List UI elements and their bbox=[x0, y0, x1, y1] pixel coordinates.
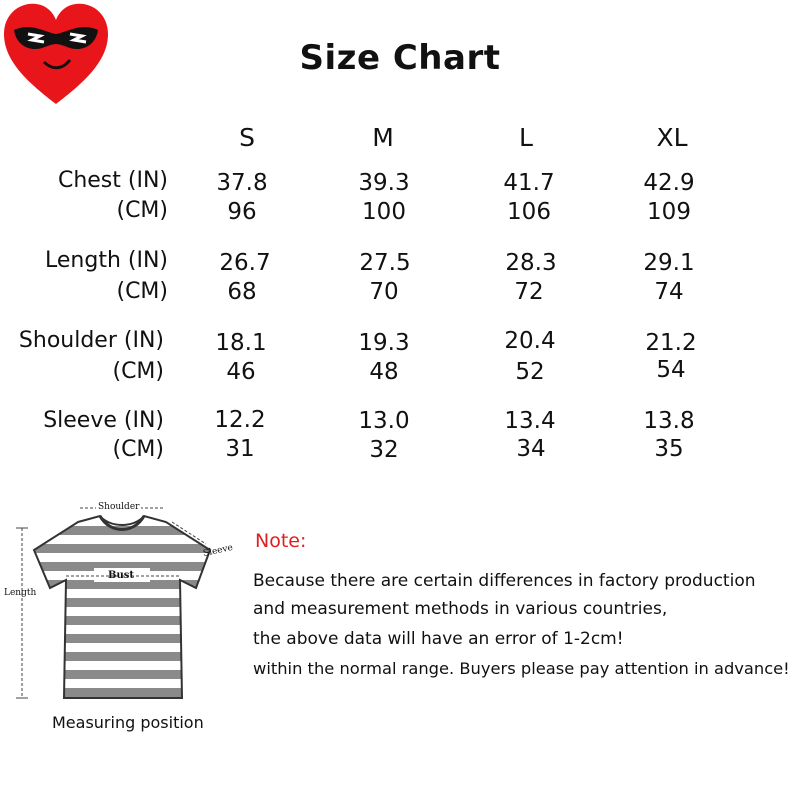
chest-cm-label: (CM) bbox=[116, 198, 168, 223]
note-line-1: Because there are certain differences in factory production bbox=[253, 571, 756, 591]
sleeve-in-label: Sleeve (IN) bbox=[43, 408, 164, 433]
chest-in-l: 41.7 bbox=[503, 170, 555, 196]
shoulder-in-xl: 21.2 bbox=[645, 330, 697, 356]
length-label: Length bbox=[4, 588, 37, 598]
diagram-caption: Measuring position bbox=[52, 713, 204, 732]
sleeve-cm-s: 31 bbox=[225, 436, 255, 462]
shoulder-in-m: 19.3 bbox=[358, 330, 410, 356]
size-header-xl: XL bbox=[656, 123, 688, 152]
sleeve-in-s: 12.2 bbox=[214, 407, 266, 433]
length-in-label: Length (IN) bbox=[45, 248, 168, 273]
sleeve-in-m: 13.0 bbox=[358, 408, 410, 434]
shoulder-label: Shoulder bbox=[98, 502, 140, 512]
length-in-xl: 29.1 bbox=[643, 250, 695, 276]
shoulder-cm-label: (CM) bbox=[112, 359, 164, 384]
chest-in-m: 39.3 bbox=[358, 170, 410, 196]
length-cm-s: 68 bbox=[227, 279, 257, 305]
length-in-m: 27.5 bbox=[359, 250, 411, 276]
length-cm-m: 70 bbox=[369, 279, 399, 305]
sleeve-in-l: 13.4 bbox=[504, 408, 556, 434]
chest-in-xl: 42.9 bbox=[643, 170, 695, 196]
sleeve-cm-l: 34 bbox=[516, 436, 546, 462]
tshirt-diagram bbox=[6, 492, 246, 714]
length-cm-xl: 74 bbox=[654, 279, 684, 305]
chest-cm-m: 100 bbox=[362, 199, 406, 225]
shoulder-cm-xl: 54 bbox=[656, 357, 686, 383]
shoulder-in-l: 20.4 bbox=[504, 328, 556, 354]
length-cm-l: 72 bbox=[514, 279, 544, 305]
shoulder-in-s: 18.1 bbox=[215, 330, 267, 356]
note-line-3: the above data will have an error of 1-2cm! bbox=[253, 629, 624, 649]
size-header-l: L bbox=[519, 123, 533, 152]
length-cm-label: (CM) bbox=[116, 279, 168, 304]
shoulder-cm-l: 52 bbox=[515, 359, 545, 385]
sleeve-cm-m: 32 bbox=[369, 437, 399, 463]
page-title: Size Chart bbox=[299, 38, 501, 78]
sleeve-in-xl: 13.8 bbox=[643, 408, 695, 434]
sleeve-cm-xl: 35 bbox=[654, 436, 684, 462]
sleeve-label: Sleeve bbox=[202, 542, 234, 560]
bust-label: Bust bbox=[108, 570, 134, 581]
sleeve-cm-label: (CM) bbox=[112, 437, 164, 462]
size-header-m: M bbox=[372, 123, 394, 152]
shoulder-in-label: Shoulder (IN) bbox=[18, 328, 164, 353]
length-in-l: 28.3 bbox=[505, 250, 557, 276]
shoulder-cm-s: 46 bbox=[226, 359, 256, 385]
chest-cm-l: 106 bbox=[507, 199, 551, 225]
size-header-s: S bbox=[239, 123, 255, 152]
shoulder-cm-m: 48 bbox=[369, 359, 399, 385]
note-line-4: within the normal range. Buyers please pay attention in advance! bbox=[253, 659, 790, 678]
chest-cm-s: 96 bbox=[227, 199, 257, 225]
note-line-2: and measurement methods in various countries, bbox=[253, 599, 668, 619]
note-title: Note: bbox=[255, 530, 307, 552]
length-in-s: 26.7 bbox=[219, 250, 271, 276]
chest-in-label: Chest (IN) bbox=[57, 168, 168, 193]
chest-cm-xl: 109 bbox=[647, 199, 691, 225]
chest-in-s: 37.8 bbox=[216, 170, 268, 196]
